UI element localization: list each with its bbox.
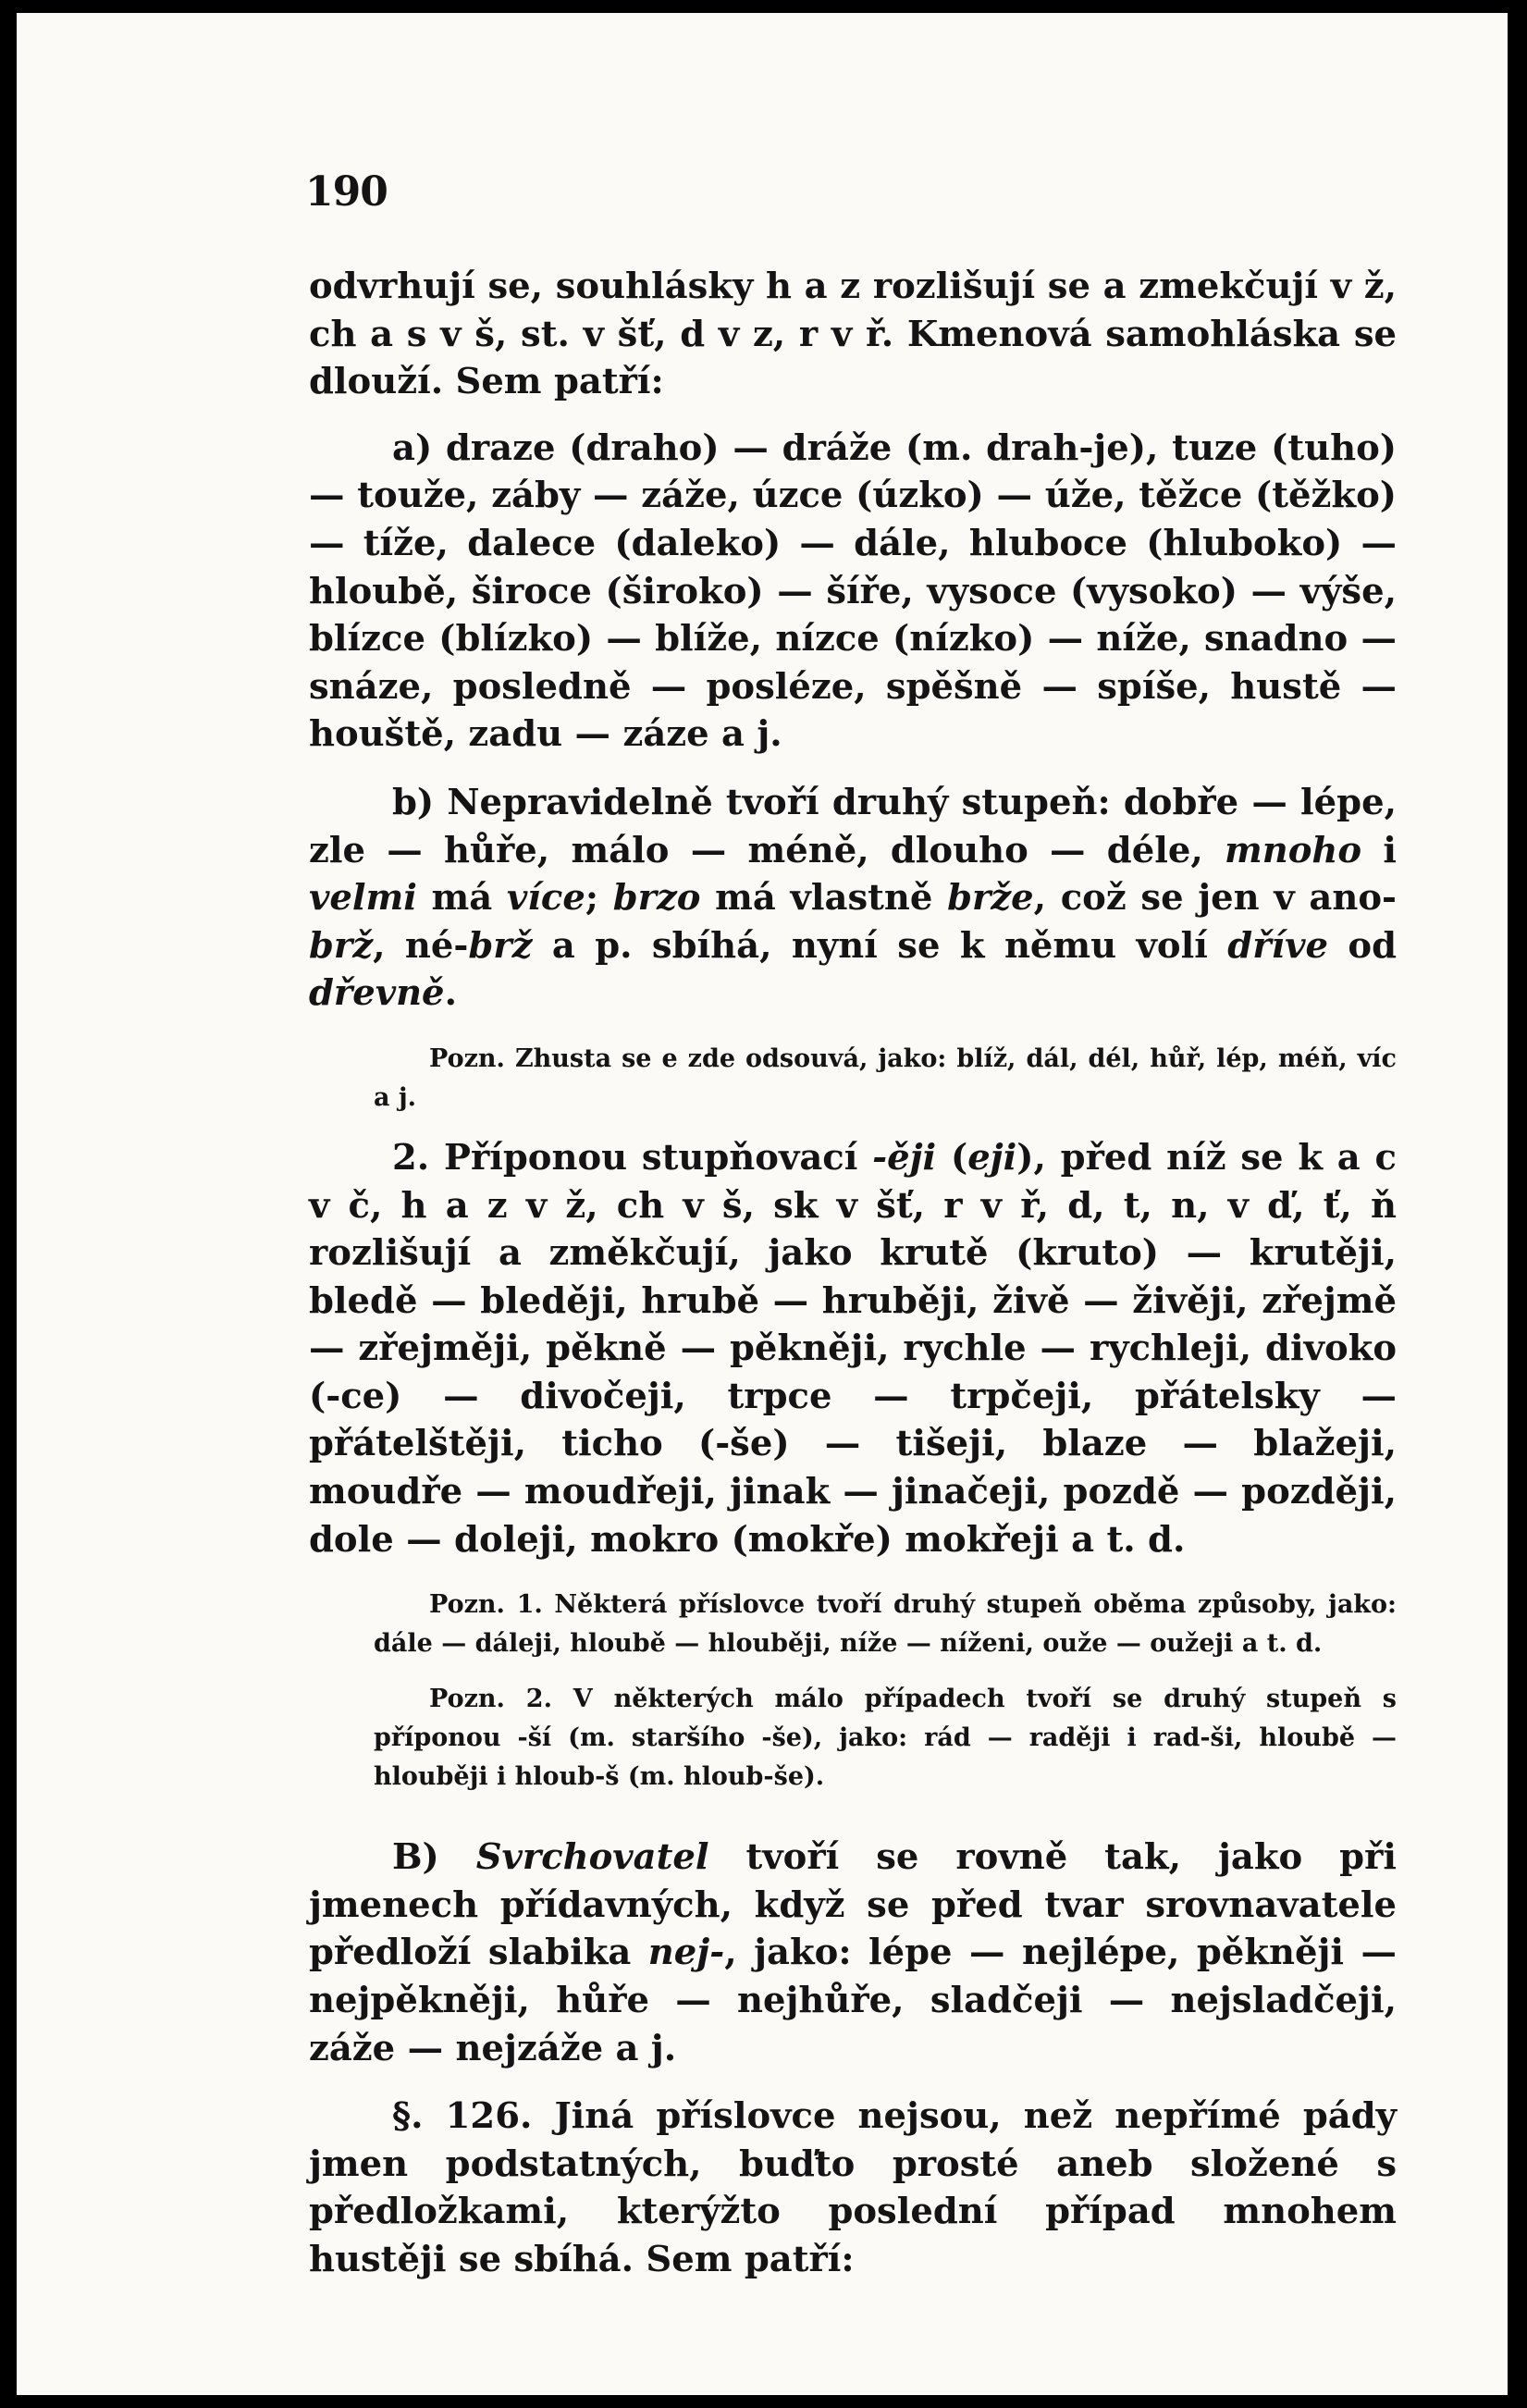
page-text [309, 263, 1397, 2284]
word-brz-2: brž [468, 924, 533, 967]
text-i: i [1361, 829, 1398, 871]
paragraph-b [309, 779, 1397, 1018]
word-velmi: velmi [309, 877, 417, 920]
text-semicolon: ; [585, 877, 613, 920]
word-nej: nej- [647, 1932, 725, 1974]
text-coz: , což se jen v ano- [1033, 877, 1397, 920]
paragraph-B-start: B) [392, 1836, 476, 1879]
word-mnoho: mnoho [1225, 829, 1362, 871]
suffix-eji-1: -ěji [872, 1136, 937, 1179]
page-number: 190 [305, 168, 388, 216]
paragraph-2-start: 2. Příponou stupňovací [392, 1136, 873, 1179]
word-vice: více [506, 877, 585, 920]
word-brz-1: brž [309, 924, 374, 967]
word-brze: brže [947, 877, 1034, 920]
word-drive: dříve [1227, 924, 1328, 967]
paragraph-2 [309, 1134, 1397, 1563]
word-svrchovatel: Svrchovatel [475, 1836, 709, 1879]
note-2: Pozn. 2. V některých málo případech tvoří se druhý stupeň s příponou -ší (m. staršího -še), jako: rád — raději i rad-ši, hloubě — hlouběji i hloub-š (m. hloub-še). [374, 1685, 1397, 1792]
text-period: . [444, 972, 457, 1015]
text-ma: má [416, 877, 507, 920]
text-ma-vlastne: má vlastně [700, 877, 948, 920]
paragraph-b-text: b) Nepravidelně tvoří druhý stupeň: dobře — lépe, zle — hůře, málo — méně, dlouho — déle, [309, 781, 1397, 871]
paragraph-a: a) draze (draho) — dráže (m. drah-je), tuze (tuho) — touže, záby — záže, úzce (úzko) — úže, těžce (těžko) — tíže, dalece (daleko) — dále, hluboce (hluboko) — hloubě, široce (široko) — šíře, vysoce (vysoko) — výše, blízce (blízko) — blíže, nízce (nízko) — níže, snadno — snáze, posledně — posléze, spěšně — spíše, hustě — houště, zadu — záze a j. [309, 426, 1397, 756]
note-b: Pozn. Zhusta se e zde odsouvá, jako: blíž, dál, dél, hůř, lép, méň, víc a j. [374, 1043, 1397, 1112]
paren-open: ( [936, 1136, 968, 1179]
word-drevne: dřevně [309, 972, 445, 1015]
paragraph-B [309, 1834, 1397, 2072]
paragraph-B-end: , jako: lépe — nejlépe, pěkněji — nejpěkněji, hůře — nejhůře, sladčeji — nejsladčeji, záže — nejzáže a j. [309, 1932, 1397, 2069]
note-1: Pozn. 1. Některá příslovce tvoří druhý stupeň oběma způsoby, jako: dále — dáleji, hloubě — hlouběji, níže — níženi, ouže — oužeji a t. d. [374, 1590, 1397, 1659]
book-page [17, 13, 1508, 2395]
paragraph-B-mid: tvoří se rovně tak, jako při jmenech přídavných, když se před tvar srovnavatele předloží slabika [309, 1836, 1397, 1974]
intro-paragraph: odvrhují se, souhlásky h a z rozlišují se a zmekčují v ž, ch a s v š, st. v šť, d v z, r v ř. Kmenová samohláska se dlouží. Sem patří: [309, 265, 1397, 403]
section-126: §. 126. Jiná příslovce nejsou, než nepřímé pády jmen podstatných, buďto prosté aneb složené s předložkami, kterýžto poslední případ mnohem hustěji se sbíhá. Sem patří: [309, 2095, 1397, 2280]
text-ap: a p. sbíhá, nyní se k němu volí [532, 924, 1228, 967]
suffix-eji-2: eji [967, 1136, 1017, 1179]
text-od: od [1327, 924, 1397, 967]
word-brzo: brzo [612, 877, 701, 920]
paragraph-2-rest: ), před níž se k a c v č, h a z v ž, ch v š, sk v šť, r v ř, d, t, n, v ď, ť, ň rozlišují a změkčují, jako krutě (kruto) — krutěji, bledě — bleději, hrubě — hruběji, živě — živěji, zřejmě — zřejměji, pěkně — pěkněji, rychle — rychleji, divoko (-ce) — divočeji, trpce — trpčeji, přátelsky — přátelštěji, ticho (-še) — tišeji, blaze — blažeji, moudře — moudřeji, jinak — jinačeji, pozdě — později, dole — doleji, mokro (mokře) mokřeji a t. d. [309, 1136, 1397, 1561]
text-ne: , né- [373, 924, 469, 967]
